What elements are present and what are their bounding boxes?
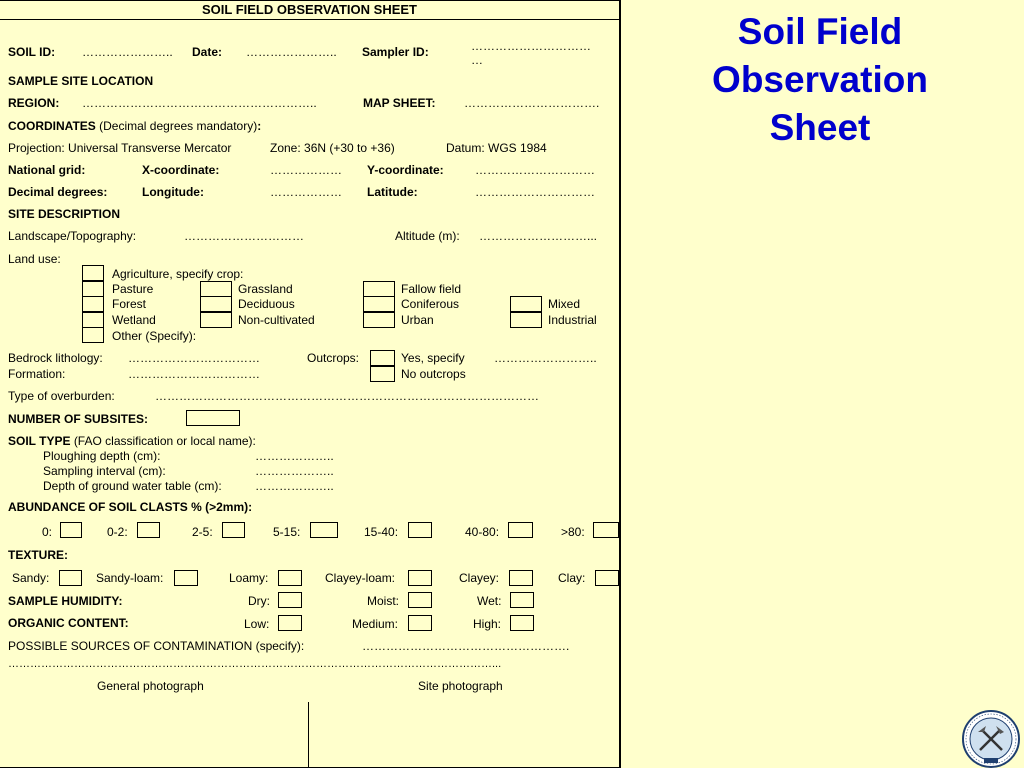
institute-seal-logo: [962, 710, 1020, 768]
coordinates-label: COORDINATES: [8, 119, 96, 133]
texture-clayey-label: Clayey:: [459, 571, 500, 585]
organic-high-checkbox[interactable]: [510, 615, 534, 631]
texture-clay-checkbox[interactable]: [595, 570, 619, 586]
site-photograph-label: Site photograph: [418, 679, 503, 693]
no-outcrops-label: No outcrops: [401, 367, 466, 381]
clasts-80-label: >80:: [561, 525, 585, 539]
soil-type-heading: [8, 434, 256, 448]
texture-loamy-checkbox[interactable]: [278, 570, 302, 586]
sample-humidity-heading: SAMPLE HUMIDITY:: [8, 594, 123, 608]
longitude-label: Longitude:: [142, 185, 204, 199]
organic-medium-label: Medium:: [352, 617, 399, 631]
general-photograph-label: General photograph: [97, 679, 204, 693]
decimal-degrees-label: Decimal degrees:: [8, 185, 108, 199]
projection-text: Projection: Universal Transverse Mercator: [8, 141, 232, 155]
clasts-5-15-label: 5-15:: [273, 525, 301, 539]
humidity-dry-label: Dry:: [248, 594, 270, 608]
industrial-label: Industrial: [548, 313, 597, 327]
slide-title: [680, 8, 960, 152]
sampler-id-label: Sampler ID:: [362, 45, 429, 59]
sampling-interval-field[interactable]: ………………..: [255, 464, 334, 478]
x-coordinate-field[interactable]: ………………: [270, 163, 342, 177]
bedrock-lithology-field[interactable]: ……………………………: [128, 351, 260, 365]
clasts-15-40-label: 15-40:: [364, 525, 399, 539]
clasts-0-2-checkbox[interactable]: [137, 522, 160, 538]
fallow-field-checkbox[interactable]: [363, 281, 395, 297]
humidity-dry-checkbox[interactable]: [278, 592, 302, 608]
overburden-field[interactable]: ……………………………………………………………………………………: [155, 389, 539, 403]
organic-low-label: Low:: [244, 617, 270, 631]
altitude-field[interactable]: ………………………...: [479, 229, 598, 243]
clasts-40-80-checkbox[interactable]: [508, 522, 533, 538]
clasts-2-5-label: 2-5:: [192, 525, 213, 539]
photo-divider: [308, 702, 309, 768]
humidity-moist-label: Moist:: [367, 594, 400, 608]
date-label: Date:: [192, 45, 223, 59]
slide-title-line-2: Observation: [712, 59, 928, 100]
texture-clay-label: Clay:: [558, 571, 586, 585]
urban-checkbox[interactable]: [363, 312, 395, 328]
date-field[interactable]: …………………..: [246, 45, 337, 59]
other-label: Other (Specify):: [112, 329, 197, 343]
region-field[interactable]: …………………………………………………..: [82, 96, 317, 110]
yes-specify-label: Yes, specify: [401, 351, 465, 365]
mixed-checkbox[interactable]: [510, 296, 542, 312]
datum-text: Datum: WGS 1984: [446, 141, 547, 155]
pasture-label: Pasture: [112, 282, 154, 296]
grassland-checkbox[interactable]: [200, 281, 232, 297]
bedrock-lithology-label: Bedrock lithology:: [8, 351, 103, 365]
texture-sandy-label: Sandy:: [12, 571, 50, 585]
clasts-0-label: 0:: [42, 525, 53, 539]
contamination-field-2[interactable]: ……………………………………………………………………………………………………………………...: [8, 658, 502, 670]
outcrops-yes-checkbox[interactable]: [370, 350, 395, 366]
humidity-moist-checkbox[interactable]: [408, 592, 432, 608]
humidity-wet-label: Wet:: [477, 594, 502, 608]
coniferous-label: Coniferous: [401, 297, 460, 311]
slide-title-line-1: Soil Field: [737, 11, 903, 52]
ploughing-depth-label: Ploughing depth (cm):: [43, 449, 161, 463]
agriculture-checkbox[interactable]: [82, 265, 104, 281]
organic-low-checkbox[interactable]: [278, 615, 302, 631]
deciduous-label: Deciduous: [238, 297, 295, 311]
grassland-label: Grassland: [238, 282, 293, 296]
clasts-15-40-checkbox[interactable]: [408, 522, 432, 538]
clasts-0-checkbox[interactable]: [60, 522, 82, 538]
formation-field[interactable]: ……………………………: [128, 367, 260, 381]
zone-text: Zone: 36N (+30 to +36): [270, 141, 395, 155]
sampler-id-field-cont: …: [471, 53, 483, 67]
sampling-interval-label: Sampling interval (cm):: [43, 464, 166, 478]
yes-specify-field[interactable]: ……………………..: [494, 351, 597, 365]
y-coordinate-field[interactable]: …………………………: [475, 163, 595, 177]
latitude-field[interactable]: …………………………: [475, 185, 595, 199]
formation-label: Formation:: [8, 367, 66, 381]
ground-water-depth-label: Depth of ground water table (cm):: [43, 479, 222, 493]
longitude-field[interactable]: ………………: [270, 185, 342, 199]
site-description-heading: SITE DESCRIPTION: [8, 207, 121, 221]
texture-clayey-checkbox[interactable]: [509, 570, 533, 586]
coordinates-colon: :: [257, 119, 262, 133]
latitude-label: Latitude:: [367, 185, 418, 199]
outcrops-label: Outcrops:: [307, 351, 360, 365]
contamination-field-1[interactable]: …………………………………………….: [362, 639, 570, 653]
texture-loamy-label: Loamy:: [229, 571, 269, 585]
coordinates-note: (Decimal degrees mandatory): [99, 119, 258, 133]
coniferous-checkbox[interactable]: [363, 296, 395, 312]
soil-type-label: SOIL TYPE: [8, 434, 71, 448]
ploughing-depth-field[interactable]: ………………..: [255, 449, 334, 463]
overburden-label: Type of overburden:: [8, 389, 115, 403]
clasts-0-2-label: 0-2:: [107, 525, 128, 539]
texture-sandy-loam-label: Sandy-loam:: [96, 571, 164, 585]
national-grid-label: National grid:: [8, 163, 86, 177]
non-cultivated-checkbox[interactable]: [200, 312, 232, 328]
altitude-label: Altitude (m):: [395, 229, 460, 243]
urban-label: Urban: [401, 313, 434, 327]
agriculture-label: Agriculture, specify crop:: [112, 267, 244, 281]
deciduous-checkbox[interactable]: [200, 296, 232, 312]
ground-water-depth-field[interactable]: ………………..: [255, 479, 334, 493]
clasts-5-15-checkbox[interactable]: [310, 522, 338, 538]
no-outcrops-checkbox[interactable]: [370, 366, 395, 382]
industrial-checkbox[interactable]: [510, 312, 542, 328]
number-of-subsites-label: NUMBER OF SUBSITES:: [8, 412, 149, 426]
forest-label: Forest: [112, 297, 147, 311]
pasture-checkbox[interactable]: [82, 281, 104, 297]
y-coordinate-label: Y-coordinate:: [367, 163, 444, 177]
clasts-2-5-checkbox[interactable]: [222, 522, 245, 538]
sample-site-location-heading: SAMPLE SITE LOCATION: [8, 74, 154, 88]
contamination-label: POSSIBLE SOURCES OF CONTAMINATION (specify):: [8, 639, 305, 653]
soil-type-note: (FAO classification or local name):: [73, 434, 256, 448]
slide-title-line-3: Sheet: [769, 107, 871, 148]
texture-heading: TEXTURE:: [8, 548, 68, 562]
soil-id-label: SOIL ID:: [8, 45, 56, 59]
land-use-label: Land use:: [8, 252, 61, 266]
soil-clasts-heading: ABUNDANCE OF SOIL CLASTS % (>2mm):: [8, 500, 253, 514]
organic-high-label: High:: [473, 617, 502, 631]
sheet-title: SOIL FIELD OBSERVATION SHEET: [0, 0, 619, 20]
sampler-id-field[interactable]: …………………………: [471, 39, 591, 53]
organic-medium-checkbox[interactable]: [408, 615, 432, 631]
forest-checkbox[interactable]: [82, 296, 104, 312]
landscape-label: Landscape/Topography:: [8, 229, 137, 243]
texture-clayey-loam-label: Clayey-loam:: [325, 571, 396, 585]
wetland-label: Wetland: [112, 313, 156, 327]
coordinates-heading: [8, 119, 261, 133]
landscape-field[interactable]: …………………………: [184, 229, 304, 243]
map-sheet-label: MAP SHEET:: [363, 96, 436, 110]
map-sheet-field[interactable]: …………………………….: [464, 96, 600, 110]
region-label: REGION:: [8, 96, 60, 110]
texture-sandy-loam-checkbox[interactable]: [174, 570, 198, 586]
other-checkbox[interactable]: [82, 327, 104, 343]
texture-sandy-checkbox[interactable]: [59, 570, 82, 586]
fallow-field-label: Fallow field: [401, 282, 462, 296]
texture-clayey-loam-checkbox[interactable]: [408, 570, 432, 586]
x-coordinate-label: X-coordinate:: [142, 163, 220, 177]
mixed-label: Mixed: [548, 297, 581, 311]
soil-id-field[interactable]: …………………..: [82, 45, 173, 59]
humidity-wet-checkbox[interactable]: [510, 592, 534, 608]
wetland-checkbox[interactable]: [82, 312, 104, 328]
clasts-80-checkbox[interactable]: [593, 522, 619, 538]
clasts-40-80-label: 40-80:: [465, 525, 500, 539]
number-of-subsites-input[interactable]: [186, 410, 240, 426]
organic-content-heading: ORGANIC CONTENT:: [8, 616, 129, 630]
non-cultivated-label: Non-cultivated: [238, 313, 315, 327]
